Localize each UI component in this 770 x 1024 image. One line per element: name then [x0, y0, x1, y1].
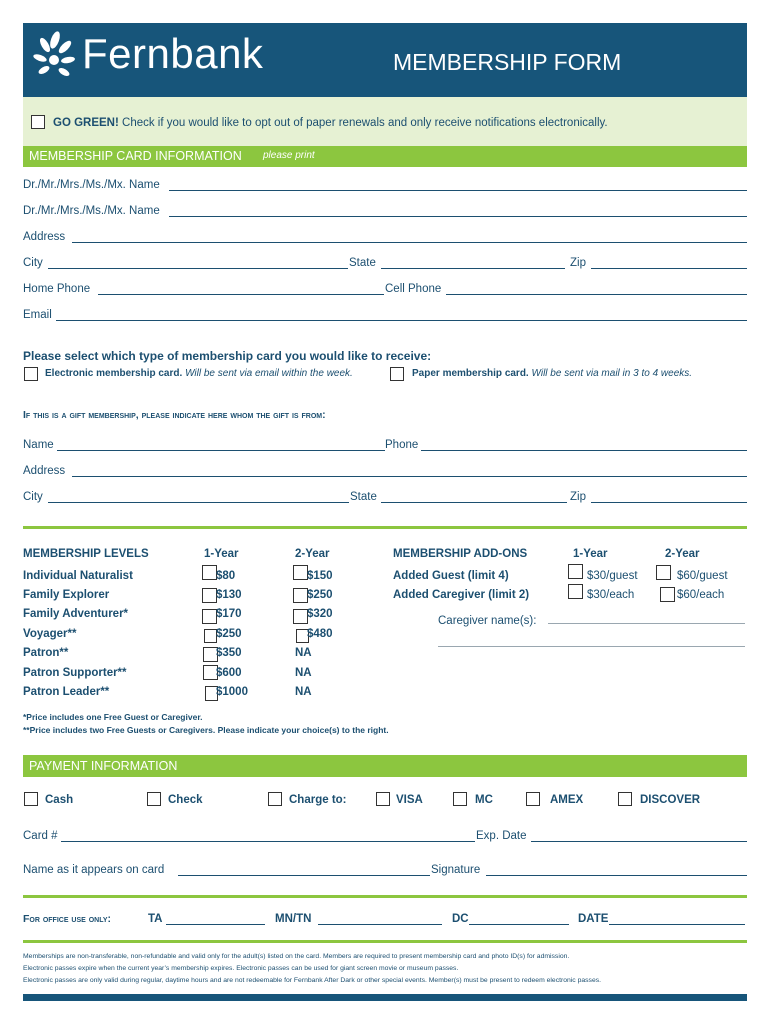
zip-label: Zip — [570, 257, 586, 269]
addon-1yr-price: $30/each — [587, 589, 635, 601]
divider-green — [23, 895, 747, 898]
payment-heading: PAYMENT INFORMATION — [29, 759, 178, 773]
caregiver-names-label: Caregiver name(s): — [438, 615, 537, 627]
caregiver-name-field-2[interactable] — [438, 646, 745, 647]
check-label: Check — [168, 794, 203, 806]
charge-checkbox[interactable] — [268, 792, 282, 806]
level-1yr-price: $250 — [216, 628, 242, 640]
zip-field[interactable] — [591, 268, 747, 269]
cell-phone-field[interactable] — [446, 294, 747, 295]
addon-name: Added Caregiver (limit 2) — [393, 589, 530, 601]
gift-name-field[interactable] — [57, 450, 385, 451]
office-mntn-field[interactable] — [318, 924, 442, 925]
exp-date-field[interactable] — [531, 841, 747, 842]
card-number-label: Card # — [23, 830, 58, 842]
level-name: Family Adventurer* — [23, 608, 129, 620]
office-ta-field[interactable] — [166, 924, 265, 925]
visa-label: VISA — [396, 794, 423, 806]
name-on-card-field[interactable] — [178, 875, 430, 876]
gift-phone-label: Phone — [385, 439, 419, 451]
cash-label: Cash — [45, 794, 74, 806]
paper-card-label — [412, 368, 692, 379]
level-1yr-price: $600 — [216, 667, 242, 679]
mc-label: MC — [475, 794, 493, 806]
levels-note-2: **Price includes two Free Guests or Caregivers. Please indicate your choice(s) to the right. — [23, 725, 389, 735]
gift-state-field[interactable] — [381, 502, 567, 503]
cell-phone-label: Cell Phone — [385, 283, 442, 295]
city-field[interactable] — [48, 268, 348, 269]
addon-1yr-price: $30/guest — [587, 570, 638, 582]
electronic-card-label — [45, 368, 353, 379]
level-2yr-price: $250 — [307, 589, 333, 601]
divider-green — [23, 526, 747, 529]
gift-city-label: City — [23, 491, 43, 503]
card-type-question: Please select which type of membership card you would like to receive: — [23, 349, 432, 363]
office-date-field[interactable] — [609, 924, 745, 925]
address-label: Address — [23, 231, 66, 243]
name1-field[interactable] — [169, 190, 747, 191]
divider-green — [23, 940, 747, 943]
gift-zip-field[interactable] — [591, 502, 747, 503]
card-info-hint: please print — [263, 150, 315, 161]
signature-label: Signature — [431, 864, 481, 876]
addons-col2: 2-Year — [665, 548, 700, 560]
form-title: MEMBERSHIP FORM — [393, 49, 622, 75]
name2-label: Dr./Mr./Mrs./Ms./Mx. Name — [23, 205, 160, 217]
level-2yr-checkbox[interactable] — [293, 565, 308, 580]
level-name: Patron Supporter** — [23, 667, 127, 679]
addon-2yr-price: $60/each — [677, 589, 725, 601]
addons-col1: 1-Year — [573, 548, 608, 560]
check-checkbox[interactable] — [147, 792, 161, 806]
electronic-card-checkbox[interactable] — [24, 367, 38, 381]
addon-1yr-checkbox[interactable] — [568, 564, 583, 579]
office-mntn-label: MN/TN — [275, 913, 312, 925]
fern-logo-icon — [32, 30, 78, 86]
signature-field[interactable] — [486, 875, 747, 876]
gift-zip-label: Zip — [570, 491, 586, 503]
amex-label: AMEX — [550, 794, 584, 806]
card-number-field[interactable] — [61, 841, 475, 842]
city-label: City — [23, 257, 43, 269]
gift-heading: If this is a gift membership, please indicate here whom the gift is from: — [23, 409, 326, 421]
paper-card-note: Will be sent via mail in 3 to 4 weeks. — [531, 368, 693, 379]
card-info-heading: MEMBERSHIP CARD INFORMATION — [29, 149, 242, 163]
cash-checkbox[interactable] — [24, 792, 38, 806]
addon-2yr-price: $60/guest — [677, 570, 728, 582]
level-2yr-price: NA — [295, 686, 312, 698]
go-green-checkbox[interactable] — [31, 115, 45, 129]
electronic-card-bold: Electronic membership card. — [45, 368, 183, 379]
addon-name: Added Guest (limit 4) — [393, 570, 509, 582]
level-1yr-price: $130 — [216, 589, 242, 601]
name2-field[interactable] — [169, 216, 747, 217]
addon-1yr-checkbox[interactable] — [568, 584, 583, 599]
state-field[interactable] — [381, 268, 565, 269]
level-2yr-price: $320 — [307, 608, 333, 620]
gift-city-field[interactable] — [48, 502, 349, 503]
levels-col2: 2-Year — [295, 548, 330, 560]
address-field[interactable] — [72, 242, 747, 243]
go-green-desc: Check if you would like to opt out of paper renewals and only receive notifications electronically. — [122, 117, 608, 129]
level-2yr-price: NA — [295, 667, 312, 679]
state-label: State — [349, 257, 376, 269]
levels-note-1: *Price includes one Free Guest or Caregiver. — [23, 712, 203, 722]
electronic-card-note: Will be sent via email within the week. — [185, 368, 353, 379]
go-green-text — [53, 117, 608, 129]
level-2yr-price: $150 — [307, 570, 333, 582]
gift-name-label: Name — [23, 439, 54, 451]
name1-label: Dr./Mr./Mrs./Ms./Mx. Name — [23, 179, 160, 191]
visa-checkbox[interactable] — [376, 792, 390, 806]
level-1yr-price: $350 — [216, 647, 242, 659]
level-1yr-checkbox[interactable] — [202, 609, 217, 624]
level-1yr-price: $80 — [216, 570, 236, 582]
level-name: Patron Leader** — [23, 686, 110, 698]
addon-2yr-checkbox[interactable] — [656, 565, 671, 580]
mc-checkbox[interactable] — [453, 792, 467, 806]
amex-checkbox[interactable] — [526, 792, 540, 806]
discover-label: DISCOVER — [640, 794, 701, 806]
caregiver-name-field-1[interactable] — [548, 623, 745, 624]
addon-2yr-checkbox[interactable] — [660, 587, 675, 602]
level-2yr-price: $480 — [307, 628, 333, 640]
footer-line-1: Memberships are non-transferable, non-refundable and valid only for the adult(s) listed on the card. Members are required to present membership card and photo ID(s) for admission. — [23, 953, 570, 960]
level-name: Voyager** — [23, 628, 77, 640]
charge-label: Charge to: — [289, 794, 347, 806]
level-1yr-checkbox[interactable] — [202, 588, 217, 603]
levels-heading: MEMBERSHIP LEVELS — [23, 548, 149, 560]
level-1yr-price: $1000 — [216, 686, 248, 698]
level-2yr-price: NA — [295, 647, 312, 659]
logo-text: Fernbank — [82, 30, 264, 77]
level-1yr-checkbox[interactable] — [202, 565, 217, 580]
email-label: Email — [23, 309, 52, 321]
email-field[interactable] — [56, 320, 747, 321]
home-phone-field[interactable] — [98, 294, 384, 295]
levels-col1: 1-Year — [204, 548, 239, 560]
footer-bar — [23, 994, 747, 1001]
office-dc-label: DC — [452, 913, 469, 925]
paper-card-checkbox[interactable] — [390, 367, 404, 381]
level-name: Family Explorer — [23, 589, 110, 601]
gift-address-label: Address — [23, 465, 66, 477]
discover-checkbox[interactable] — [618, 792, 632, 806]
office-label: For office use only: — [23, 913, 112, 925]
exp-date-label: Exp. Date — [476, 830, 527, 842]
level-name: Individual Naturalist — [23, 570, 133, 582]
office-dc-field[interactable] — [469, 924, 569, 925]
footer-line-3: Electronic passes are only valid during regular, daytime hours and are not redeemable for Fernbank After Dark or other special events. Member(s) must be present to redeem electronic passes. — [23, 977, 602, 984]
office-date-label: DATE — [578, 913, 609, 925]
level-1yr-price: $170 — [216, 608, 242, 620]
name-on-card-label: Name as it appears on card — [23, 864, 165, 876]
level-2yr-checkbox[interactable] — [293, 609, 308, 624]
gift-phone-field[interactable] — [421, 450, 747, 451]
paper-card-bold: Paper membership card. — [412, 368, 529, 379]
go-green-bold: GO GREEN! — [53, 117, 119, 129]
gift-state-label: State — [350, 491, 377, 503]
home-phone-label: Home Phone — [23, 283, 91, 295]
office-ta-label: TA — [148, 913, 163, 925]
gift-address-field[interactable] — [72, 476, 747, 477]
addons-heading: MEMBERSHIP ADD-ONS — [393, 548, 528, 560]
level-name: Patron** — [23, 647, 69, 659]
level-2yr-checkbox[interactable] — [293, 588, 308, 603]
footer-line-2: Electronic passes expire when the current year’s membership expires. Electronic passes can be used for giant screen movie or museum passes. — [23, 965, 459, 972]
